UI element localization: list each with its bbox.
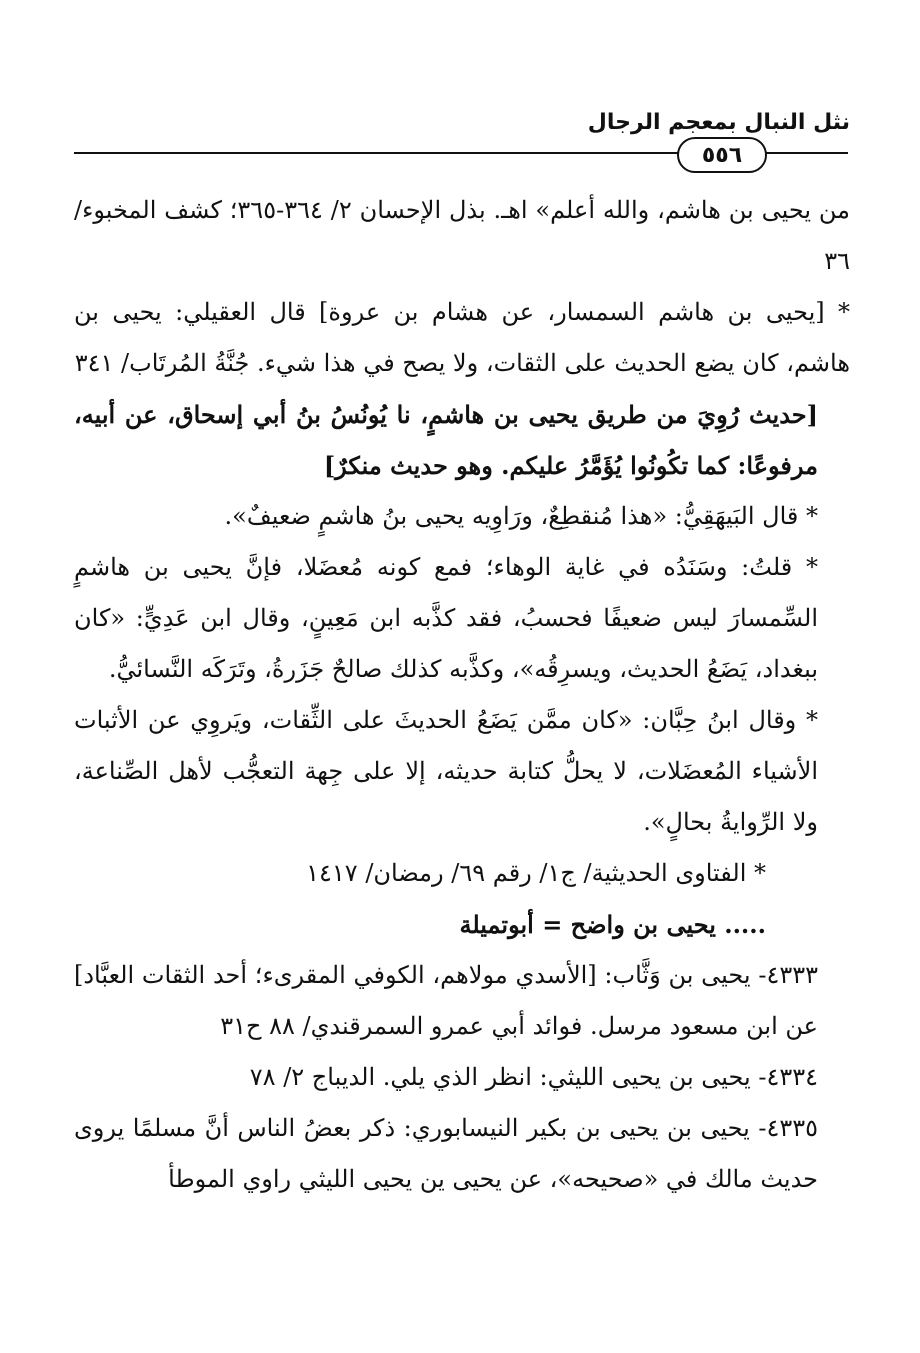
entry-4333: ٤٣٣٣- يحيى بن وَثَّاب: [الأسدي مولاهم، الكوفي المقرىء؛ أحد الثقات العبَّاد] عن ابن مسعود مرسل. فوائد أبي عمرو السمرقندي/ ٨٨ ح٣١ [74,961,818,1040]
body-text [74,185,850,1205]
paragraph-source: * الفتاوى الحديثية/ ج١/ رقم ٦٩/ رمضان/ ١٤١٧ [306,859,766,887]
paragraph-hadith: [حديث رُوِيَ من طريق يحيى بن هاشمٍ، نا يُونُسُ بنُ أبي إسحاق، عن أبيه، مرفوعًا: كما تكُونُوا يُؤَمَّرُ عليكم. وهو حديث منكرٌ] [74,400,818,480]
paragraph-cross-reference: ..... يحيى بن واضح = أبوتميلة [459,910,766,939]
running-title: نثل النبال بمعجم الرجال [587,110,850,135]
paragraph-continuation: من يحيى بن هاشم، والله أعلم» اهـ. بذل الإحسان ٢/ ٣٦٤-٣٦٥؛ كشف المخبوء/ ٣٦ [74,196,850,275]
page-number: ٥٥٦ [677,137,767,173]
paragraph-entry: * [يحيى بن هاشم السمسار، عن هشام بن عروة] قال العقيلي: يحيى بن هاشم، كان يضع الحديث على الثقات، ولا يصح في هذا شيء. جُنَّةُ المُرتَاب/ ٣٤١ [74,298,850,377]
paragraph-comment: * قلتُ: وسَنَدُه في غاية الوهاء؛ فمع كونه مُعضَلا، فإنَّ يحيى بن هاشمٍ السِّمسارَ ليس ضعيفًا فحسبُ، فقد كذَّبه ابن مَعِينٍ، وقال ابن عَدِيٍّ: «كان ببغداد، يَضَعُ الحديث، ويسرِقُه»، وكذَّبه كذلك صالحٌ جَزَرةُ، وتَرَكَه النَّسائيُّ. [74,553,818,683]
entry-4334: ٤٣٣٤- يحيى بن يحيى الليثي: انظر الذي يلي. الديباج ٢/ ٧٨ [249,1063,818,1091]
paragraph-bayhaqi: * قال البَيهَقِيُّ: «هذا مُنقطِعٌ، ورَاوِيه يحيى بنُ هاشمٍ ضعيفٌ». [224,502,818,530]
paragraph-ibn-hibban: * وقال ابنُ حِبَّان: «كان ممَّن يَضَعُ الحديثَ على الثِّقات، ويَروِي عن الأثبات الأشياء المُعضَلات، لا يحلُّ كتابة حديثه، إلا على جِهة التعجُّب لأهل الصِّناعة، ولا الرِّوايةُ بحالٍ». [74,706,818,836]
entry-4335: ٤٣٣٥- يحيى بن يحيى بن بكير النيسابوري: ذكر بعضُ الناس أنَّ مسلمًا يروى حديث مالك في «صحيحه»، عن يحيى ين يحيى الليثي راوي الموطأ [74,1114,818,1193]
